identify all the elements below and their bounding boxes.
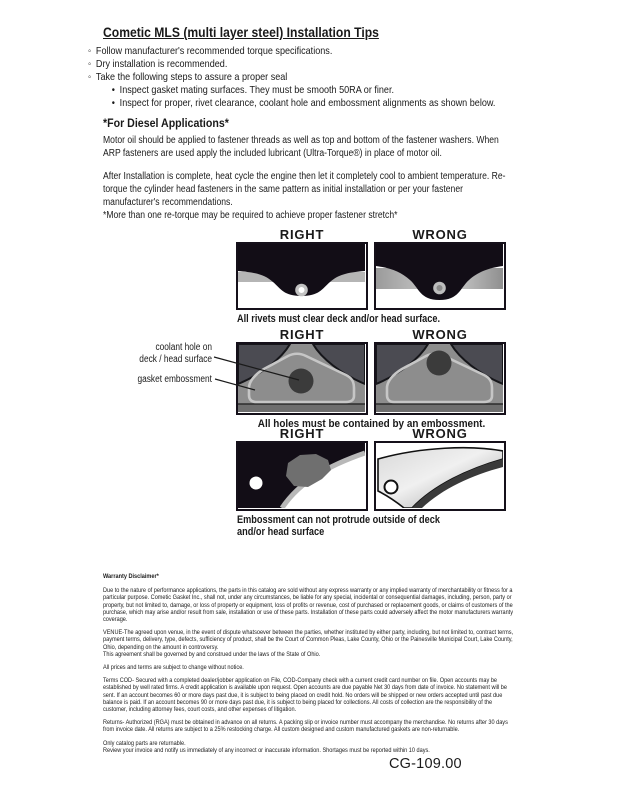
disclaimer-paragraph: Due to the nature of performance applications, the parts in this catalog are sold without any express warranty or any implied warranty of merchantability or fitness for a particular purpose. Cometic Gasket Inc., shall not, under any circumstances, be liable for any special, incidental or consequential damages, including, person, party or property, but not limited to, damage, or loss of property or equipment, loss of profits or revenue, cost of purchased or replacement goods, or claims of customers of the purchase, which may arise and/or result from sale, installation or use of these parts. Installation of these parts could adversely affect the motor manufacturers warranty coverage. (103, 587, 514, 624)
tip-text: Inspect gasket mating surfaces. They must be smooth 50RA or finer. (119, 85, 395, 96)
disclaimer-paragraph: Review your invoice and notify us immediately of any incorrect or inaccurate information. Shortages must be reported within 10 days. (103, 746, 430, 754)
hole-right-diagram (238, 344, 365, 412)
rivet-right-diagram (238, 244, 365, 307)
rivet-wrong-panel (374, 242, 506, 310)
disclaimer-paragraph: Terms COD- Secured with a completed dealer/jobber application on File, COD-Company check with a current credit card number on file. Open accounts may be established by well rated firms. A credit application is available upon request. Open accounts are due payable Net 30 days from date of invoice. No statement will be sent. If an account becomes 60 or more days past due, it is subject to being placed on credit hold. No orders will be shipped or new orders accepted until past due balance is paid. If an account becomes 90 or more days past due, it is subject to being placed for collections. All costs of collection are the responsibility of the customer, including attorney fees, court costs, and other expenses of litigation. (103, 677, 507, 714)
bolt-hole (250, 477, 263, 490)
warranty-disclaimer (103, 573, 515, 754)
list-item (88, 84, 495, 97)
disclaimer-paragraph: This agreement shall be governed by and construed under the laws of the State of Ohio. (103, 650, 321, 658)
tips-list (88, 45, 495, 110)
page-code: CG-109.00 (389, 756, 462, 772)
disclaimer-paragraph: VENUE-The agreed upon venue, in the event of dispute whatsoever between the parties, whether instituted by either party, including, but not limited to, contract terms, payment terms, delivery, type, defects, sufficiency of product, shall be the Court of Common Pleas, Lake County, Ohio or the Painesville Municipal Court, Lake County, Ohio, depending on the amount in controversy. (103, 629, 514, 651)
tip-text: Take the following steps to assure a proper seal (95, 72, 288, 83)
right-label: RIGHT (279, 426, 325, 441)
rivet-right-panel (236, 242, 368, 310)
row3-caption-line2: and/or head surface (237, 526, 325, 538)
open-bullet-marker: ◦ (88, 46, 92, 57)
right-label: RIGHT (279, 327, 325, 342)
diesel-paragraph: After Installation is complete, heat cycle the engine then let it completely cool to ambient temperature. Re-torque the cylinder head fasteners in the same pattern as initial installation or per your fastener manufacturer's recommendations. (103, 171, 506, 209)
wrong-label: WRONG (412, 327, 468, 342)
disclaimer-heading: Warranty Disclaimer* (103, 573, 159, 580)
open-bullet-marker: ◦ (88, 72, 92, 83)
wrong-label: WRONG (412, 227, 468, 242)
list-item (88, 97, 495, 110)
diesel-paragraph: Motor oil should be applied to fastener threads as well as top and bottom of the fastener washers. When ARP fasteners are used apply the included lubricant (Ultra-Torque®) in place of motor oil. (103, 135, 499, 160)
tip-text: Inspect for proper, rivet clearance, coolant hole and embossment alignments as shown below. (119, 98, 496, 109)
hole-wrong-diagram (376, 344, 503, 412)
row3-caption-line1: Embossment can not protrude outside of deck (237, 514, 440, 526)
page-title: Cometic MLS (multi layer steel) Installation Tips (103, 25, 379, 40)
open-bullet-marker: ◦ (88, 59, 92, 70)
coolant-hole-label: coolant hole on deck / head surface (139, 342, 212, 365)
diesel-section-heading: *For Diesel Applications* (103, 116, 229, 130)
edge-wrong-diagram (376, 443, 503, 508)
disclaimer-paragraph: All prices and terms are subject to change without notice. (103, 664, 244, 672)
row2-caption: All holes must be contained by an embossment. (257, 418, 486, 430)
disclaimer-paragraph: Only catalog parts are returnable. (103, 739, 186, 747)
bullet-marker: • (111, 85, 115, 96)
list-item (88, 45, 495, 58)
hole-wrong-panel (374, 342, 506, 415)
disclaimer-paragraph: Returns- Authorized (RGA) must be obtained in advance on all returns. A packing slip or invoice number must accompany the merchandise. No returns after 30 days from invoice date. All returns are subject to a 25% restocking charge. All custom designed and custom manufactured gaskets are non-returnable. (103, 719, 508, 734)
edge-wrong-panel (374, 441, 506, 511)
list-item (88, 58, 495, 71)
bolt-hole (385, 481, 398, 494)
coolant-hole (289, 369, 314, 394)
bullet-marker: • (111, 98, 115, 109)
row1-caption: All rivets must clear deck and/or head surface. (237, 313, 441, 325)
right-label: RIGHT (279, 227, 325, 242)
tip-text: Dry installation is recommended. (95, 59, 228, 70)
wrong-label: WRONG (412, 426, 468, 441)
edge-right-panel (236, 441, 368, 511)
tip-text: Follow manufacturer's recommended torque specifications. (95, 46, 333, 57)
hole-right-panel (236, 342, 368, 415)
retorque-note: *More than one re-torque may be required to achieve proper fastener stretch* (103, 210, 398, 221)
gasket-embossment-label: gasket embossment (137, 374, 212, 385)
rivet-wrong-diagram (376, 244, 503, 307)
list-item (88, 71, 495, 84)
coolant-hole (427, 351, 452, 376)
edge-right-diagram (238, 443, 365, 508)
